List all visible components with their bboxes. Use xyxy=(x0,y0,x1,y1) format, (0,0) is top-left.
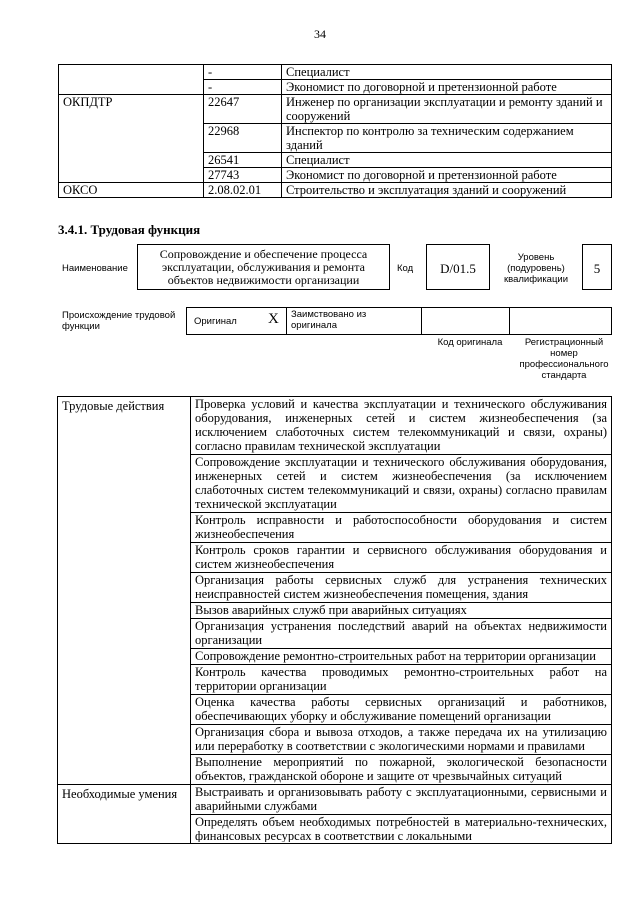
code-name: Инспектор по контролю за техническим содержанием зданий xyxy=(282,124,612,153)
code-number: 27743 xyxy=(204,168,282,183)
level-value: 5 xyxy=(593,261,601,276)
borrowed-label: Заимствовано из оригинала xyxy=(291,309,367,331)
action-row xyxy=(58,397,612,455)
codes-row xyxy=(59,183,612,198)
code-number: - xyxy=(204,80,282,95)
level-label: Уровень (подуровень) квалификации xyxy=(503,252,569,285)
original-label: Оригинал xyxy=(194,316,237,327)
action-item: Выполнение мероприятий по пожарной, экологической безопасности объектов, гражданской обороне и защите от чрезвычайных ситуаций xyxy=(191,755,612,785)
page-number: 34 xyxy=(314,27,326,41)
skill-row xyxy=(58,785,612,815)
action-item: Оценка качества работы сервисных организаций и работников, обеспечивающих уборку и обслуживание помещений организации xyxy=(191,695,612,725)
action-item: Организация работы сервисных служб для устранения технических неисправностей систем жизнеобеспечения помещения, здания xyxy=(191,573,612,603)
skill-item xyxy=(191,815,612,844)
code-number: 2.08.02.01 xyxy=(204,183,282,198)
original-code-label: Код оригинала xyxy=(437,337,503,348)
skills-label: Необходимые умения xyxy=(58,785,191,844)
code-label: Код xyxy=(397,263,414,274)
codes-row xyxy=(59,95,612,124)
code-box xyxy=(426,244,490,290)
registration-label: Регистрационный номер профессионального стандарта xyxy=(519,337,609,381)
code-number: 22647 xyxy=(204,95,282,124)
code-name: Экономист по договорной и претензионной работе xyxy=(282,80,612,95)
code-name: Экономист по договорной и претензионной работе xyxy=(282,168,612,183)
code-value: D/01.5 xyxy=(440,261,476,276)
origin-divider-2 xyxy=(421,307,422,335)
level-box xyxy=(582,244,612,290)
code-name: Инженер по организации эксплуатации и ремонту зданий и сооружений xyxy=(282,95,612,124)
name-label: Наименование xyxy=(62,263,128,274)
skill-text: Выстраивать и организовывать работу с эксплуатационными, сервисными и аварийными службами xyxy=(195,785,607,813)
action-item: Организация сбора и вывоза отходов, а также передача их на утилизацию или переработку в соответствии с экологическими нормами и правилами xyxy=(191,725,612,755)
code-name: Специалист xyxy=(282,153,612,168)
action-item: Вызов аварийных служб при аварийных ситуациях xyxy=(191,603,612,619)
action-item: Контроль качества проводимых ремонтно-строительных работ на территории организации xyxy=(191,665,612,695)
original-mark: X xyxy=(268,311,279,327)
function-name-box xyxy=(137,244,390,290)
tasks-table xyxy=(57,396,612,844)
code-group xyxy=(59,65,204,95)
origin-label: Происхождение трудовой функции xyxy=(62,310,176,332)
code-name: Строительство и эксплуатация зданий и сооружений xyxy=(282,183,612,198)
function-name: Сопровождение и обеспечение процесса эксплуатации, обслуживания и ремонта объектов недвижимости организации xyxy=(159,247,368,287)
code-number: - xyxy=(204,65,282,80)
code-number: 22968 xyxy=(204,124,282,153)
skill-text: Определять объем необходимых потребностей в материально-технических, финансовых ресурсах в соответствии с локальными xyxy=(195,815,607,842)
origin-divider-3 xyxy=(509,307,510,335)
code-group: ОКПДТР xyxy=(59,95,204,183)
code-group: ОКСО xyxy=(59,183,204,198)
codes-table xyxy=(58,64,612,198)
actions-label: Трудовые действия xyxy=(58,397,191,785)
action-item: Проверка условий и качества эксплуатации и технического обслуживания оборудования, инженерных сетей и систем жизнеобеспечения (за исключением слаботочных систем телекоммуникаций и связи, охраны) согласно правилам технической эксплуатации xyxy=(191,397,612,455)
action-item: Организация устранения последствий аварий на объектах недвижимости организации xyxy=(191,619,612,649)
action-item: Сопровождение ремонтно-строительных работ на территории организации xyxy=(191,649,612,665)
action-item: Контроль сроков гарантии и сервисного обслуживания оборудования и систем жизнеобеспечения xyxy=(191,543,612,573)
action-item: Контроль исправности и работоспособности оборудования и систем жизнеобеспечения xyxy=(191,513,612,543)
action-item: Сопровождение эксплуатации и технического обслуживания оборудования, инженерных сетей и систем жизнеобеспечения (за исключением слаботочных систем телекоммуникаций и связи, охраны) согласно правилам технической эксплуатации xyxy=(191,455,612,513)
code-name: Специалист xyxy=(282,65,612,80)
section-heading: 3.4.1. Трудовая функция xyxy=(58,222,201,237)
skill-item xyxy=(191,785,612,815)
code-number: 26541 xyxy=(204,153,282,168)
codes-row xyxy=(59,65,612,80)
origin-divider-1 xyxy=(286,307,287,335)
